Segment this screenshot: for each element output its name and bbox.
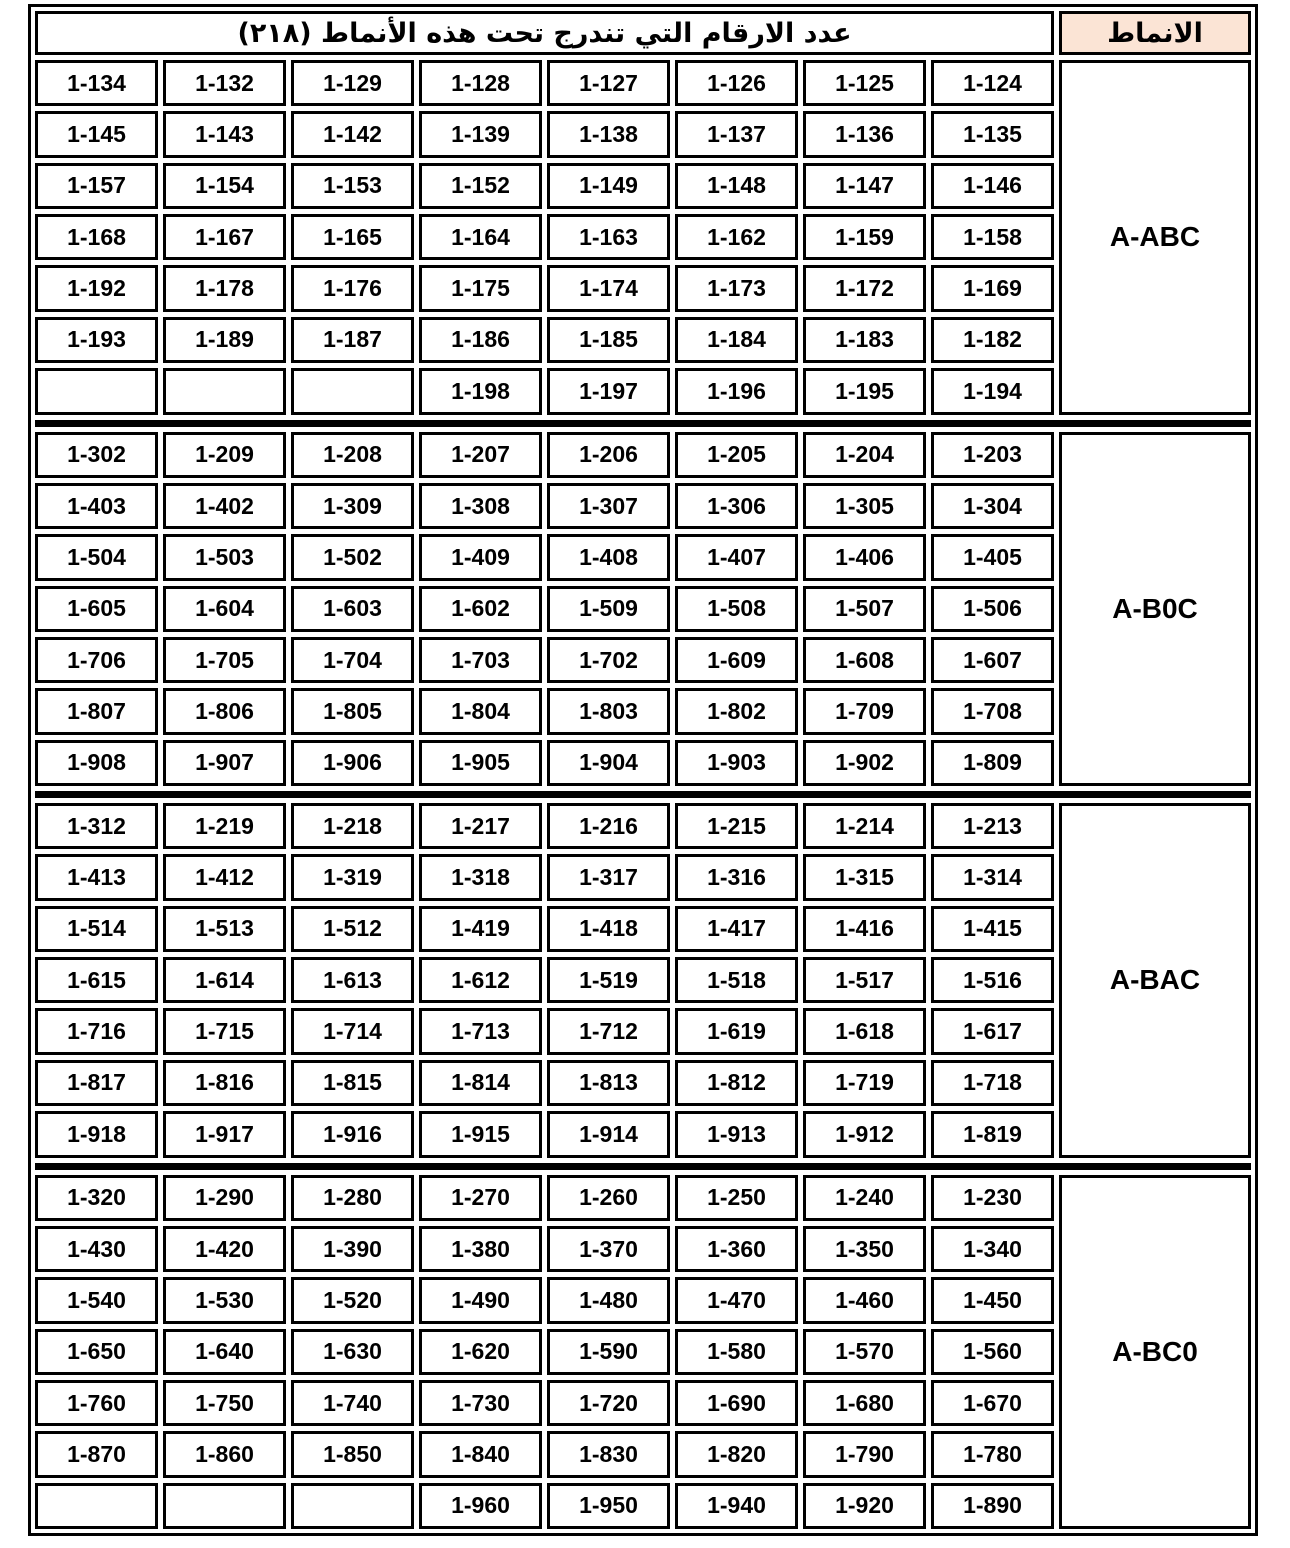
number-cell: 1-172 xyxy=(803,265,926,311)
number-cell: 1-417 xyxy=(675,906,798,952)
number-cell: 1-940 xyxy=(675,1483,798,1529)
number-cell: 1-405 xyxy=(931,534,1054,580)
number-cell: 1-147 xyxy=(803,163,926,209)
numbers-count-header: عدد الارقام التي تندرج تحت هذه الأنماط (٢١٨) xyxy=(35,11,1054,55)
number-cell: 1-706 xyxy=(35,637,158,683)
number-cell: 1-460 xyxy=(803,1277,926,1323)
pattern-label: A-BC0 xyxy=(1059,1175,1251,1530)
number-cell: 1-802 xyxy=(675,688,798,734)
number-cell: 1-740 xyxy=(291,1380,414,1426)
number-cell: 1-187 xyxy=(291,317,414,363)
section-row-a-bac xyxy=(35,803,1251,1158)
number-cell: 1-819 xyxy=(931,1111,1054,1157)
number-cell: 1-149 xyxy=(547,163,670,209)
number-cell: 1-408 xyxy=(547,534,670,580)
number-cell: 1-708 xyxy=(931,688,1054,734)
number-cell: 1-680 xyxy=(803,1380,926,1426)
number-cell: 1-304 xyxy=(931,483,1054,529)
number-cell: 1-790 xyxy=(803,1431,926,1477)
number-cell: 1-195 xyxy=(803,368,926,414)
number-cell: 1-605 xyxy=(35,586,158,632)
section-divider xyxy=(35,791,1251,798)
number-cell: 1-806 xyxy=(163,688,286,734)
number-cell: 1-817 xyxy=(35,1060,158,1106)
number-cell: 1-314 xyxy=(931,854,1054,900)
number-cell: 1-305 xyxy=(803,483,926,529)
number-cell: 1-154 xyxy=(163,163,286,209)
section-row-a-abc xyxy=(35,60,1251,415)
number-cell: 1-307 xyxy=(547,483,670,529)
number-cell: 1-713 xyxy=(419,1008,542,1054)
number-cell: 1-816 xyxy=(163,1060,286,1106)
number-cell: 1-260 xyxy=(547,1175,670,1221)
number-cell: 1-907 xyxy=(163,740,286,786)
number-cell: 1-250 xyxy=(675,1175,798,1221)
number-cell: 1-213 xyxy=(931,803,1054,849)
number-cell: 1-290 xyxy=(163,1175,286,1221)
number-cell: 1-415 xyxy=(931,906,1054,952)
number-cell: 1-308 xyxy=(419,483,542,529)
number-cell: 1-409 xyxy=(419,534,542,580)
number-cell: 1-138 xyxy=(547,111,670,157)
number-cell: 1-320 xyxy=(35,1175,158,1221)
number-cell: 1-518 xyxy=(675,957,798,1003)
number-cell: 1-607 xyxy=(931,637,1054,683)
number-cell: 1-517 xyxy=(803,957,926,1003)
number-cell: 1-604 xyxy=(163,586,286,632)
number-cell: 1-703 xyxy=(419,637,542,683)
number-cell: 1-407 xyxy=(675,534,798,580)
numbers-grid xyxy=(35,803,1054,1158)
number-cell: 1-519 xyxy=(547,957,670,1003)
number-cell: 1-312 xyxy=(35,803,158,849)
number-cell: 1-908 xyxy=(35,740,158,786)
number-cell: 1-136 xyxy=(803,111,926,157)
number-cell: 1-318 xyxy=(419,854,542,900)
number-cell: 1-613 xyxy=(291,957,414,1003)
pattern-label: A-B0C xyxy=(1059,432,1251,787)
number-cell: 1-139 xyxy=(419,111,542,157)
number-cell: 1-162 xyxy=(675,214,798,260)
section-divider xyxy=(35,1163,1251,1170)
number-cell: 1-163 xyxy=(547,214,670,260)
number-cell: 1-420 xyxy=(163,1226,286,1272)
number-cell: 1-142 xyxy=(291,111,414,157)
number-cell: 1-168 xyxy=(35,214,158,260)
number-cell: 1-143 xyxy=(163,111,286,157)
empty-number-cell xyxy=(291,1483,414,1529)
patterns-table xyxy=(28,4,1258,1536)
number-cell: 1-807 xyxy=(35,688,158,734)
number-cell: 1-506 xyxy=(931,586,1054,632)
number-cell: 1-690 xyxy=(675,1380,798,1426)
number-cell: 1-217 xyxy=(419,803,542,849)
empty-number-cell xyxy=(35,368,158,414)
number-cell: 1-507 xyxy=(803,586,926,632)
number-cell: 1-402 xyxy=(163,483,286,529)
number-cell: 1-614 xyxy=(163,957,286,1003)
number-cell: 1-340 xyxy=(931,1226,1054,1272)
number-cell: 1-206 xyxy=(547,432,670,478)
number-cell: 1-128 xyxy=(419,60,542,106)
table-header-row xyxy=(35,11,1251,55)
pattern-label: A-ABC xyxy=(1059,60,1251,415)
number-cell: 1-153 xyxy=(291,163,414,209)
number-cell: 1-316 xyxy=(675,854,798,900)
number-cell: 1-124 xyxy=(931,60,1054,106)
numbers-grid xyxy=(35,432,1054,787)
number-cell: 1-618 xyxy=(803,1008,926,1054)
number-cell: 1-413 xyxy=(35,854,158,900)
number-cell: 1-720 xyxy=(547,1380,670,1426)
number-cell: 1-192 xyxy=(35,265,158,311)
number-cell: 1-840 xyxy=(419,1431,542,1477)
number-cell: 1-129 xyxy=(291,60,414,106)
number-cell: 1-134 xyxy=(35,60,158,106)
number-cell: 1-814 xyxy=(419,1060,542,1106)
number-cell: 1-412 xyxy=(163,854,286,900)
number-cell: 1-127 xyxy=(547,60,670,106)
number-cell: 1-950 xyxy=(547,1483,670,1529)
number-cell: 1-175 xyxy=(419,265,542,311)
number-cell: 1-513 xyxy=(163,906,286,952)
number-cell: 1-913 xyxy=(675,1111,798,1157)
number-cell: 1-960 xyxy=(419,1483,542,1529)
number-cell: 1-219 xyxy=(163,803,286,849)
number-cell: 1-198 xyxy=(419,368,542,414)
number-cell: 1-240 xyxy=(803,1175,926,1221)
number-cell: 1-197 xyxy=(547,368,670,414)
number-cell: 1-709 xyxy=(803,688,926,734)
number-cell: 1-906 xyxy=(291,740,414,786)
number-cell: 1-406 xyxy=(803,534,926,580)
number-cell: 1-504 xyxy=(35,534,158,580)
number-cell: 1-302 xyxy=(35,432,158,478)
number-cell: 1-165 xyxy=(291,214,414,260)
numbers-grid xyxy=(35,1175,1054,1530)
number-cell: 1-230 xyxy=(931,1175,1054,1221)
number-cell: 1-704 xyxy=(291,637,414,683)
number-cell: 1-512 xyxy=(291,906,414,952)
empty-number-cell xyxy=(163,368,286,414)
number-cell: 1-270 xyxy=(419,1175,542,1221)
number-cell: 1-183 xyxy=(803,317,926,363)
number-cell: 1-904 xyxy=(547,740,670,786)
number-cell: 1-612 xyxy=(419,957,542,1003)
number-cell: 1-380 xyxy=(419,1226,542,1272)
number-cell: 1-145 xyxy=(35,111,158,157)
number-cell: 1-540 xyxy=(35,1277,158,1323)
number-cell: 1-207 xyxy=(419,432,542,478)
number-cell: 1-370 xyxy=(547,1226,670,1272)
number-cell: 1-917 xyxy=(163,1111,286,1157)
number-cell: 1-350 xyxy=(803,1226,926,1272)
number-cell: 1-174 xyxy=(547,265,670,311)
number-cell: 1-169 xyxy=(931,265,1054,311)
number-cell: 1-630 xyxy=(291,1329,414,1375)
number-cell: 1-850 xyxy=(291,1431,414,1477)
number-cell: 1-750 xyxy=(163,1380,286,1426)
number-cell: 1-912 xyxy=(803,1111,926,1157)
number-cell: 1-719 xyxy=(803,1060,926,1106)
number-cell: 1-158 xyxy=(931,214,1054,260)
number-cell: 1-640 xyxy=(163,1329,286,1375)
number-cell: 1-490 xyxy=(419,1277,542,1323)
section-divider xyxy=(35,420,1251,427)
number-cell: 1-126 xyxy=(675,60,798,106)
number-cell: 1-870 xyxy=(35,1431,158,1477)
section-row-a-b0c xyxy=(35,432,1251,787)
number-cell: 1-509 xyxy=(547,586,670,632)
number-cell: 1-914 xyxy=(547,1111,670,1157)
number-cell: 1-137 xyxy=(675,111,798,157)
number-cell: 1-860 xyxy=(163,1431,286,1477)
number-cell: 1-167 xyxy=(163,214,286,260)
number-cell: 1-450 xyxy=(931,1277,1054,1323)
number-cell: 1-718 xyxy=(931,1060,1054,1106)
number-cell: 1-620 xyxy=(419,1329,542,1375)
number-cell: 1-178 xyxy=(163,265,286,311)
number-cell: 1-903 xyxy=(675,740,798,786)
number-cell: 1-905 xyxy=(419,740,542,786)
number-cell: 1-915 xyxy=(419,1111,542,1157)
number-cell: 1-918 xyxy=(35,1111,158,1157)
number-cell: 1-135 xyxy=(931,111,1054,157)
number-cell: 1-306 xyxy=(675,483,798,529)
number-cell: 1-146 xyxy=(931,163,1054,209)
number-cell: 1-430 xyxy=(35,1226,158,1272)
number-cell: 1-608 xyxy=(803,637,926,683)
number-cell: 1-702 xyxy=(547,637,670,683)
number-cell: 1-804 xyxy=(419,688,542,734)
number-cell: 1-189 xyxy=(163,317,286,363)
number-cell: 1-730 xyxy=(419,1380,542,1426)
number-cell: 1-208 xyxy=(291,432,414,478)
number-cell: 1-812 xyxy=(675,1060,798,1106)
number-cell: 1-319 xyxy=(291,854,414,900)
number-cell: 1-602 xyxy=(419,586,542,632)
number-cell: 1-615 xyxy=(35,957,158,1003)
number-cell: 1-182 xyxy=(931,317,1054,363)
number-cell: 1-209 xyxy=(163,432,286,478)
number-cell: 1-203 xyxy=(931,432,1054,478)
number-cell: 1-820 xyxy=(675,1431,798,1477)
number-cell: 1-714 xyxy=(291,1008,414,1054)
number-cell: 1-508 xyxy=(675,586,798,632)
number-cell: 1-196 xyxy=(675,368,798,414)
number-cell: 1-390 xyxy=(291,1226,414,1272)
number-cell: 1-619 xyxy=(675,1008,798,1054)
number-cell: 1-803 xyxy=(547,688,670,734)
number-cell: 1-520 xyxy=(291,1277,414,1323)
numbers-grid xyxy=(35,60,1054,415)
number-cell: 1-760 xyxy=(35,1380,158,1426)
patterns-column-header: الانماط xyxy=(1059,11,1251,55)
sections-container xyxy=(35,60,1251,1529)
number-cell: 1-580 xyxy=(675,1329,798,1375)
number-cell: 1-830 xyxy=(547,1431,670,1477)
number-cell: 1-418 xyxy=(547,906,670,952)
number-cell: 1-416 xyxy=(803,906,926,952)
number-cell: 1-184 xyxy=(675,317,798,363)
number-cell: 1-309 xyxy=(291,483,414,529)
number-cell: 1-218 xyxy=(291,803,414,849)
number-cell: 1-148 xyxy=(675,163,798,209)
number-cell: 1-176 xyxy=(291,265,414,311)
number-cell: 1-159 xyxy=(803,214,926,260)
number-cell: 1-805 xyxy=(291,688,414,734)
section-row-a-bc0 xyxy=(35,1175,1251,1530)
number-cell: 1-193 xyxy=(35,317,158,363)
number-cell: 1-712 xyxy=(547,1008,670,1054)
number-cell: 1-204 xyxy=(803,432,926,478)
number-cell: 1-514 xyxy=(35,906,158,952)
number-cell: 1-916 xyxy=(291,1111,414,1157)
number-cell: 1-603 xyxy=(291,586,414,632)
number-cell: 1-890 xyxy=(931,1483,1054,1529)
number-cell: 1-216 xyxy=(547,803,670,849)
number-cell: 1-503 xyxy=(163,534,286,580)
number-cell: 1-815 xyxy=(291,1060,414,1106)
number-cell: 1-570 xyxy=(803,1329,926,1375)
number-cell: 1-403 xyxy=(35,483,158,529)
number-cell: 1-705 xyxy=(163,637,286,683)
empty-number-cell xyxy=(291,368,414,414)
number-cell: 1-280 xyxy=(291,1175,414,1221)
number-cell: 1-194 xyxy=(931,368,1054,414)
number-cell: 1-809 xyxy=(931,740,1054,786)
number-cell: 1-419 xyxy=(419,906,542,952)
number-cell: 1-125 xyxy=(803,60,926,106)
number-cell: 1-560 xyxy=(931,1329,1054,1375)
empty-number-cell xyxy=(163,1483,286,1529)
number-cell: 1-617 xyxy=(931,1008,1054,1054)
number-cell: 1-186 xyxy=(419,317,542,363)
number-cell: 1-902 xyxy=(803,740,926,786)
number-cell: 1-590 xyxy=(547,1329,670,1375)
number-cell: 1-215 xyxy=(675,803,798,849)
number-cell: 1-716 xyxy=(35,1008,158,1054)
number-cell: 1-157 xyxy=(35,163,158,209)
number-cell: 1-173 xyxy=(675,265,798,311)
empty-number-cell xyxy=(35,1483,158,1529)
number-cell: 1-185 xyxy=(547,317,670,363)
number-cell: 1-530 xyxy=(163,1277,286,1323)
number-cell: 1-164 xyxy=(419,214,542,260)
number-cell: 1-502 xyxy=(291,534,414,580)
number-cell: 1-650 xyxy=(35,1329,158,1375)
number-cell: 1-315 xyxy=(803,854,926,900)
number-cell: 1-920 xyxy=(803,1483,926,1529)
number-cell: 1-360 xyxy=(675,1226,798,1272)
number-cell: 1-715 xyxy=(163,1008,286,1054)
number-cell: 1-152 xyxy=(419,163,542,209)
number-cell: 1-813 xyxy=(547,1060,670,1106)
number-cell: 1-470 xyxy=(675,1277,798,1323)
number-cell: 1-516 xyxy=(931,957,1054,1003)
pattern-label: A-BAC xyxy=(1059,803,1251,1158)
number-cell: 1-205 xyxy=(675,432,798,478)
number-cell: 1-609 xyxy=(675,637,798,683)
number-cell: 1-214 xyxy=(803,803,926,849)
number-cell: 1-670 xyxy=(931,1380,1054,1426)
number-cell: 1-780 xyxy=(931,1431,1054,1477)
number-cell: 1-317 xyxy=(547,854,670,900)
number-cell: 1-480 xyxy=(547,1277,670,1323)
number-cell: 1-132 xyxy=(163,60,286,106)
